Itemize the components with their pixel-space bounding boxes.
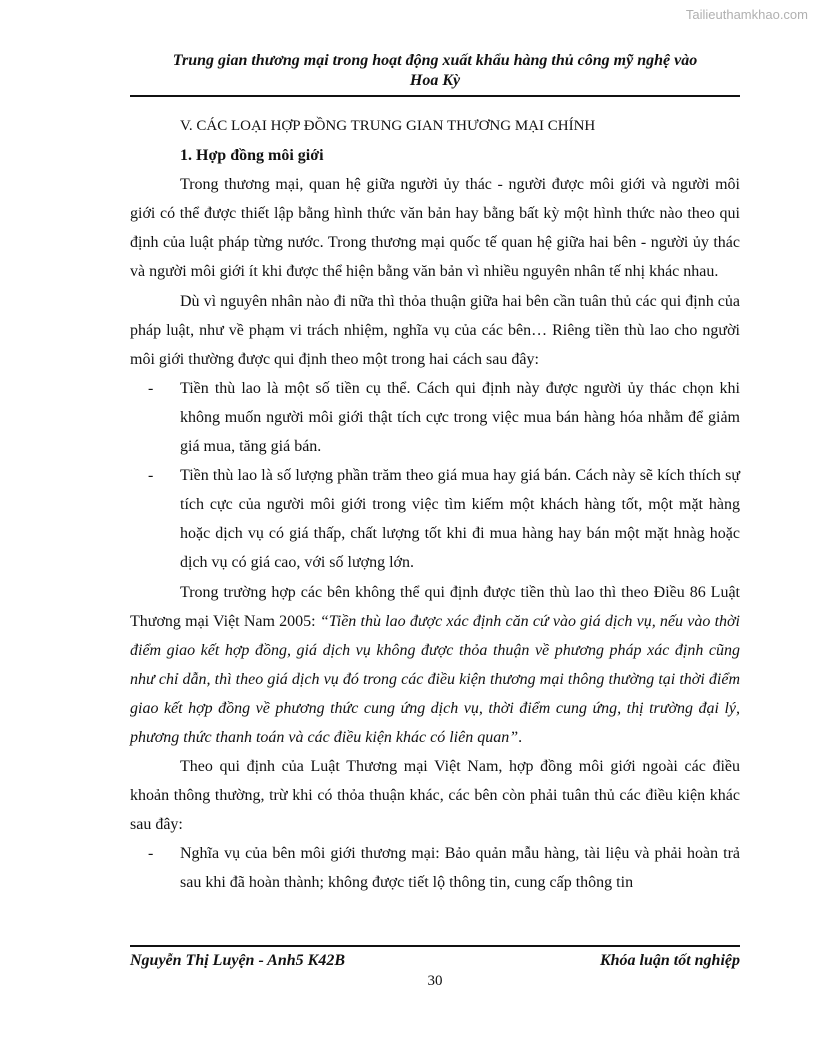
page-number: 30 xyxy=(427,973,443,989)
list-item-text: Tiền thù lao là một số tiền cụ thể. Cách qui định này được người ủy thác chọn khi không muốn người môi giới thật tích cực trong việc mua bán hàng hóa nhằm để giảm giá mua, tăng giá bán. xyxy=(180,379,740,456)
header-title-line1: Trung gian thương mại trong hoạt động xuất khẩu hàng thủ công mỹ nghệ vào xyxy=(172,52,698,69)
header-title-line2: Hoa Kỳ xyxy=(409,72,461,89)
section-heading: V. CÁC LOẠI HỢP ĐỒNG TRUNG GIAN THƯƠNG MẠI CHÍNH xyxy=(180,118,596,134)
paragraph-4: Theo qui định của Luật Thương mại Việt Nam, hợp đồng môi giới ngoài các điều khoản thông thường, trừ khi có thỏa thuận khác, các bên còn phải tuân thủ các điều kiện khác sau đây: xyxy=(130,758,740,834)
footer-author: Nguyễn Thị Luyện - Anh5 K42B xyxy=(130,952,345,969)
list-item xyxy=(130,461,740,577)
bullet-dash: - xyxy=(148,467,154,485)
list-item-text: Nghĩa vụ của bên môi giới thương mại: Bảo quản mẫu hàng, tài liệu và phải hoàn trả sau khi đã hoàn thành; không được tiết lộ thông tin, cung cấp thông tin xyxy=(180,845,740,892)
footer-doc-type: Khóa luận tốt nghiệp xyxy=(599,952,740,969)
list-item-text: Tiền thù lao là số lượng phần trăm theo giá mua hay giá bán. Cách này sẽ kích thích sự tích cực của người môi giới trong việc tìm kiếm một khách hàng tốt, một mặt hàng hoặc dịch vụ có giá thấp, chất lượng tốt khi đi mua hàng hay bán một mặt hnàg hoặc dịch vụ có giá cao, với số lượng lớn. xyxy=(180,467,740,572)
page-header xyxy=(130,51,740,91)
header-divider xyxy=(130,95,740,97)
section-subheading: 1. Hợp đồng môi giới xyxy=(180,147,324,165)
bullet-dash: - xyxy=(148,845,154,863)
page-content xyxy=(130,112,740,898)
list-item xyxy=(130,374,740,461)
watermark: Tailieuthamkhao.com xyxy=(685,7,808,22)
paragraph-3-end: . xyxy=(518,728,523,746)
bullet-dash: - xyxy=(148,379,154,397)
paragraph-3-text: Trong trường hợp các bên không thể qui định được tiền thù lao thì theo Điều 86 Luật Thương mại Việt Nam 2005: xyxy=(130,583,740,630)
law-quote: “Tiền thù lao được xác định căn cứ vào giá dịch vụ, nếu vào thời điểm giao kết hợp đồng, giá dịch vụ không được thỏa thuận về phương pháp xác định cũng như chỉ dẫn, thì theo giá dịch vụ đó trong các điều kiện thương mại thông thường tại thời điểm giao kết hợp đồng về phương thức cung ứng dịch vụ, thời điểm cung ứng, thị trường đại lý, phương thức thanh toán và các điều kiện khác có liên quan” xyxy=(130,612,740,746)
list-item xyxy=(130,839,740,897)
footer-divider xyxy=(130,945,740,947)
paragraph-2: Dù vì nguyên nhân nào đi nữa thì thỏa thuận giữa hai bên cần tuân thủ các qui định của pháp luật, như về phạm vi trách nhiệm, nghĩa vụ của các bên… Riêng tiền thù lao cho người môi giới thường được qui định theo một trong hai cách sau đây: xyxy=(130,292,740,368)
paragraph-1: Trong thương mại, quan hệ giữa người ủy thác - người được môi giới và người môi giới có thể được thiết lập bằng hình thức văn bản hay bằng bất kỳ một hình thức nào theo qui định của luật pháp từng nước. Trong thương mại quốc tế quan hệ giữa hai bên - người ủy thác và người môi giới ít khi được thể hiện bằng văn bản vì nhiều nguyên nhân tế nhị khác nhau. xyxy=(130,176,740,281)
paragraph-3 xyxy=(130,578,740,753)
